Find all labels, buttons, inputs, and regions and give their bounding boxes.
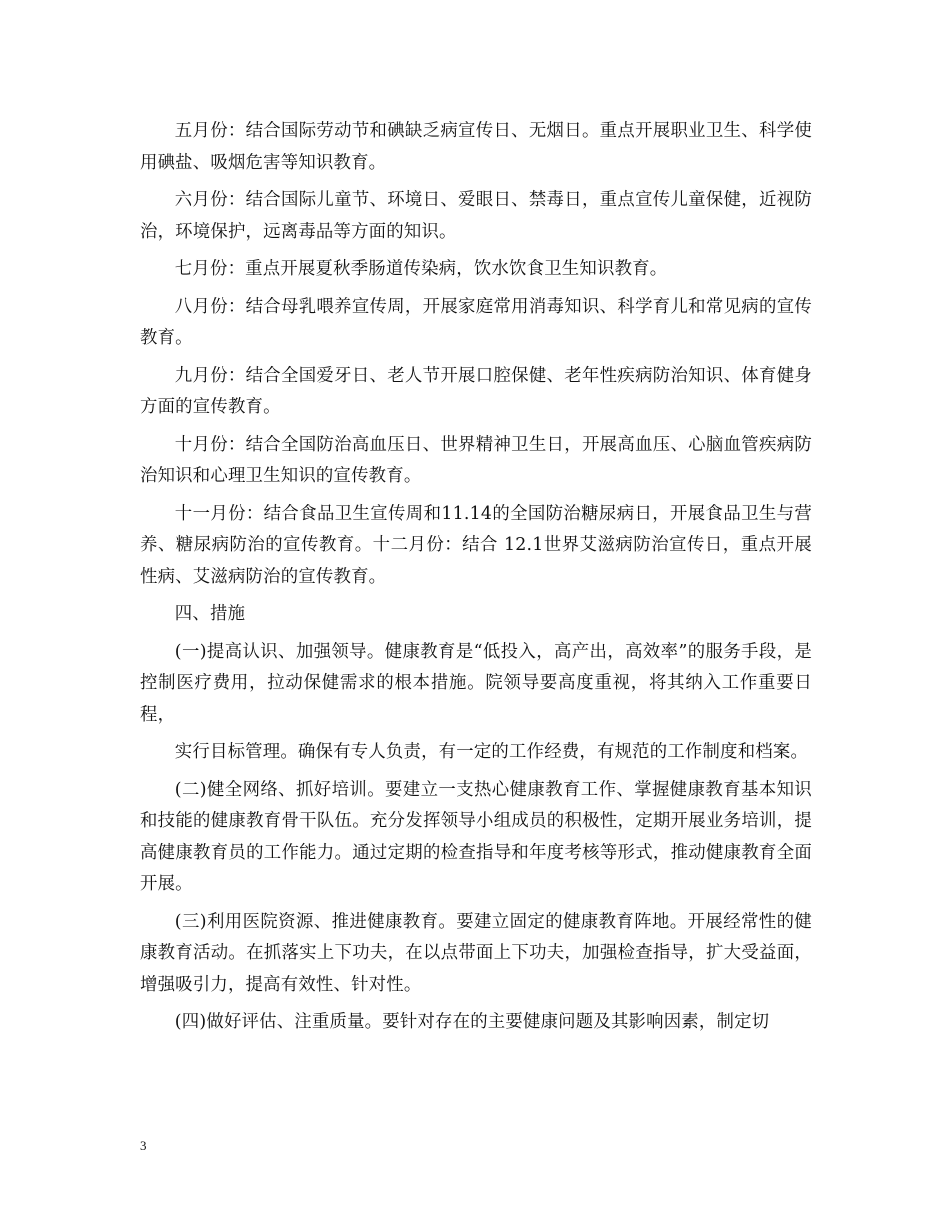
- paragraph-october: 十月份：结合全国防治高血压日、世界精神卫生日，开展高血压、心脑血管疾病防治知识和心理卫生知识的宣传教育。: [140, 434, 812, 486]
- paragraph-may: 五月份：结合国际劳动节和碘缺乏病宣传日、无烟日。重点开展职业卫生、科学使用碘盐、吸烟危害等知识教育。: [140, 121, 812, 173]
- paragraph-july: 七月份：重点开展夏秋季肠道传染病，饮水饮食卫生知识教育。: [174, 259, 668, 279]
- page-number: 3: [140, 1138, 147, 1153]
- section-heading-measures: 四、措施: [174, 604, 246, 624]
- paragraph-measure-2: (二)健全网络、抓好培训。要建立一支热心健康教育工作、掌握健康教育基本知识和技能的健康教育骨干队伍。充分发挥领导小组成员的积极性，定期开展业务培训，提高健康教育员的工作能力。通过定期的检查指导和年度考核等形式，推动健康教育全面开展。: [140, 779, 812, 894]
- paragraph-september: 九月份：结合全国爱牙日、老人节开展口腔保健、老年性疾病防治知识、体育健身方面的宣传教育。: [140, 365, 812, 417]
- paragraph-november-december: 十一月份：结合食品卫生宣传周和11.14的全国防治糖尿病日，开展食品卫生与营养、糖尿病防治的宣传教育。十二月份：结合 12.1世界艾滋病防治宣传日，重点开展性病、艾滋病防治的宣传教育。: [140, 503, 812, 587]
- paragraph-measure-3: (三)利用医院资源、推进健康教育。要建立固定的健康教育阵地。开展经常性的健康教育活动。在抓落实上下功夫，在以点带面上下功夫，加强检查指导，扩大受益面，增强吸引力，提高有效性、针对性。: [140, 911, 812, 995]
- paragraph-measure-4: (四)做好评估、注重质量。要针对存在的主要健康问题及其影响因素，制定切: [174, 1012, 770, 1032]
- paragraph-measure-1: (一)提高认识、加强领导。健康教育是“低投入，高产出，高效率”的服务手段，是控制医疗费用，拉动保健需求的根本措施。院领导要高度重视，将其纳入工作重要日程，: [140, 641, 812, 725]
- paragraph-june: 六月份：结合国际儿童节、环境日、爱眼日、禁毒日，重点宣传儿童保健，近视防治，环境保护，远离毒品等方面的知识。: [140, 190, 812, 242]
- paragraph-measure-1-continued: 实行目标管理。确保有专人负责，有一定的工作经费，有规范的工作制度和档案。: [174, 742, 809, 762]
- paragraph-august: 八月份：结合母乳喂养宣传周，开展家庭常用消毒知识、科学育儿和常见病的宣传教育。: [140, 296, 812, 348]
- document-body: [140, 116, 812, 1045]
